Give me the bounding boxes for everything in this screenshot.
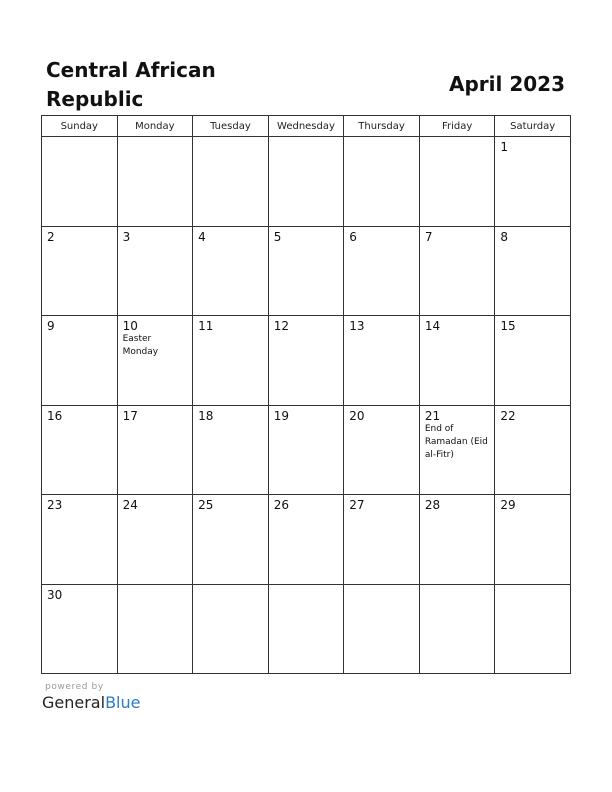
calendar-week-row [42,137,571,227]
day-number: 1 [500,140,509,154]
calendar-day-cell [268,495,344,585]
day-number: 18 [198,408,214,423]
calendar-day-cell [193,495,269,585]
calendar-day-cell [193,405,269,495]
calendar-day-cell [495,226,571,316]
day-number: 13 [349,319,365,333]
calendar-week-row [42,226,571,316]
calendar-day-cell [268,137,344,227]
calendar-week-row [42,495,571,585]
calendar-day-cell [42,495,118,585]
day-number: 5 [273,229,282,244]
calendar-body [42,137,571,674]
calendar-day-cell [495,495,571,585]
calendar-day-cell [42,316,118,406]
holiday-label: Easter Monday [122,334,159,357]
weekday-header-row [42,116,571,137]
calendar-day-cell [344,226,420,316]
day-number: 26 [273,498,289,512]
day-number: 21 [424,408,441,423]
calendar-day-cell [117,316,193,406]
day-number: 3 [122,229,131,244]
weekday-monday: Monday [117,116,193,137]
calendar-day-cell [419,584,495,674]
calendar-week-row [42,405,571,495]
calendar-day-cell [193,137,269,227]
brand-general-text: General [42,693,106,712]
day-number: 15 [500,319,516,333]
calendar-month-title: April 2023 [449,72,565,96]
calendar-day-cell [419,405,495,495]
calendar-day-cell [419,226,495,316]
day-number: 4 [198,229,206,244]
calendar-day-cell [344,405,420,495]
day-number: 9 [47,319,55,333]
calendar-day-cell [193,316,269,406]
day-number: 12 [273,319,289,333]
calendar-day-cell [419,495,495,585]
day-number: 11 [198,319,214,333]
day-number: 23 [47,498,63,512]
day-number: 16 [47,408,63,423]
calendar-day-cell [42,405,118,495]
weekday-friday: Friday [419,116,495,137]
day-number: 27 [349,498,365,512]
calendar-day-cell [42,226,118,316]
calendar-day-cell [193,226,269,316]
calendar-week-row [42,584,571,674]
calendar-day-cell [117,495,193,585]
calendar-day-cell [117,584,193,674]
weekday-sunday: Sunday [42,116,118,137]
calendar-day-cell [419,137,495,227]
day-number: 22 [500,408,516,423]
calendar-day-cell [344,137,420,227]
calendar-day-cell [419,316,495,406]
day-number: 10 [122,319,138,333]
day-number: 30 [47,587,63,602]
calendar-day-cell [42,137,118,227]
weekday-saturday: Saturday [495,116,571,137]
calendar-day-cell [344,316,420,406]
calendar-week-row [42,316,571,406]
calendar-day-cell [495,584,571,674]
calendar-day-cell [495,137,571,227]
day-number: 20 [349,408,365,423]
day-number: 2 [47,229,55,244]
calendar-day-cell [117,137,193,227]
day-number: 24 [122,498,138,512]
calendar-day-cell [193,584,269,674]
calendar-day-cell [42,584,118,674]
calendar-day-cell [117,226,193,316]
day-number: 8 [500,229,509,244]
day-number: 7 [424,229,433,244]
calendar-day-cell [344,584,420,674]
calendar-day-cell [495,405,571,495]
generalblue-logo [42,693,140,712]
weekday-wednesday: Wednesday [268,116,344,137]
day-number: 6 [349,229,357,244]
day-number: 19 [273,408,289,423]
calendar-day-cell [117,405,193,495]
calendar-day-cell [344,495,420,585]
calendar-day-cell [268,405,344,495]
calendar-country-title: Central African Republic [46,58,216,111]
calendar-grid [41,115,571,674]
day-number: 25 [198,498,214,512]
calendar-day-cell [495,316,571,406]
day-number: 28 [424,498,441,512]
day-number: 17 [122,408,138,423]
calendar-day-cell [268,226,344,316]
calendar-day-cell [268,584,344,674]
calendar-day-cell [268,316,344,406]
day-number: 14 [424,319,441,333]
brand-blue-text: Blue [105,693,141,712]
weekday-tuesday: Tuesday [193,116,269,137]
powered-by-label: powered by [45,682,104,692]
day-number: 29 [500,498,516,512]
holiday-label: End of Ramadan (Eid al-Fitr) [424,423,488,460]
weekday-thursday: Thursday [344,116,420,137]
